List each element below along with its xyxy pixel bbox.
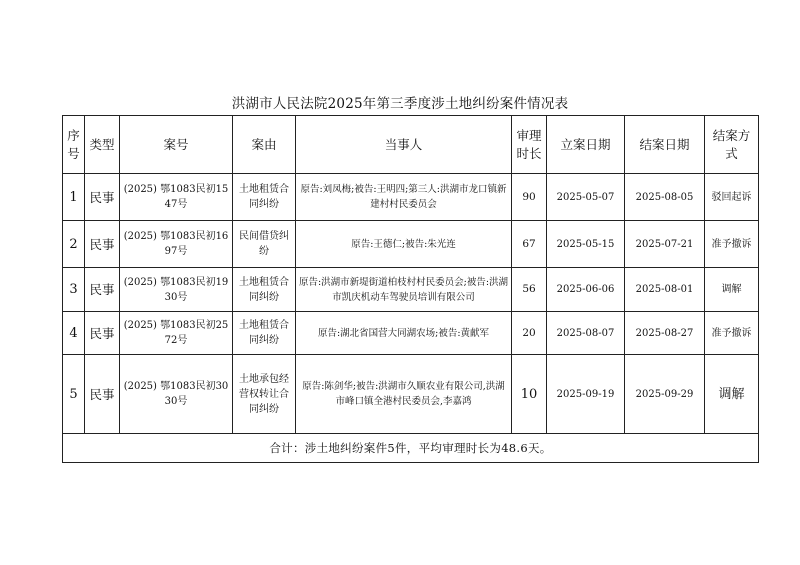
row-filed-date: 2025-05-07 bbox=[547, 174, 625, 221]
table-row bbox=[63, 221, 759, 268]
header-cause: 案由 bbox=[233, 116, 296, 174]
row-parties: 原告:湖北省国营大同湖农场;被告:黄献军 bbox=[296, 312, 512, 355]
row-closed-date: 2025-08-05 bbox=[625, 174, 705, 221]
row-duration: 10 bbox=[512, 355, 547, 434]
header-filed-date: 立案日期 bbox=[547, 116, 625, 174]
row-seq: 4 bbox=[63, 312, 85, 355]
row-closing-method: 调解 bbox=[705, 355, 759, 434]
row-filed-date: 2025-08-07 bbox=[547, 312, 625, 355]
row-type: 民事 bbox=[85, 312, 120, 355]
row-duration: 67 bbox=[512, 221, 547, 268]
row-case-no: (2025) 鄂1083民初2572号 bbox=[120, 312, 233, 355]
row-parties: 原告:王德仁;被告:朱光连 bbox=[296, 221, 512, 268]
row-closed-date: 2025-08-01 bbox=[625, 268, 705, 312]
row-type: 民事 bbox=[85, 355, 120, 434]
row-parties: 原告:刘凤梅;被告:王明四;第三人:洪湖市龙口镇新建村村民委员会 bbox=[296, 174, 512, 221]
page-title: 洪湖市人民法院2025年第三季度涉土地纠纷案件情况表 bbox=[231, 96, 569, 112]
header-closed-date: 结案日期 bbox=[625, 116, 705, 174]
header-seq: 序号 bbox=[63, 116, 85, 174]
row-cause: 土地租赁合同纠纷 bbox=[233, 312, 296, 355]
table-header-row bbox=[63, 116, 759, 174]
row-parties: 原告:洪湖市新堤街道柏枝村村民委员会;被告:洪湖市凯庆机动车驾驶员培训有限公司 bbox=[296, 268, 512, 312]
table-row bbox=[63, 174, 759, 221]
row-duration: 56 bbox=[512, 268, 547, 312]
row-closing-method: 准予撤诉 bbox=[705, 312, 759, 355]
row-closing-method: 准予撤诉 bbox=[705, 221, 759, 268]
row-closing-method: 驳回起诉 bbox=[705, 174, 759, 221]
case-table bbox=[62, 115, 759, 463]
row-filed-date: 2025-06-06 bbox=[547, 268, 625, 312]
header-case-no: 案号 bbox=[120, 116, 233, 174]
table-row bbox=[63, 355, 759, 434]
row-case-no: (2025) 鄂1083民初1930号 bbox=[120, 268, 233, 312]
row-cause: 民间借贷纠纷 bbox=[233, 221, 296, 268]
row-cause: 土地租赁合同纠纷 bbox=[233, 268, 296, 312]
row-duration: 20 bbox=[512, 312, 547, 355]
table-row bbox=[63, 312, 759, 355]
row-seq: 1 bbox=[63, 174, 85, 221]
row-cause: 土地租赁合同纠纷 bbox=[233, 174, 296, 221]
row-closed-date: 2025-07-21 bbox=[625, 221, 705, 268]
row-closed-date: 2025-09-29 bbox=[625, 355, 705, 434]
header-parties: 当事人 bbox=[296, 116, 512, 174]
header-closing-method: 结案方式 bbox=[705, 116, 759, 174]
summary-text: 合计：涉土地纠纷案件5件，平均审理时长为48.6天。 bbox=[63, 434, 759, 463]
table-row bbox=[63, 268, 759, 312]
row-case-no: (2025) 鄂1083民初3030号 bbox=[120, 355, 233, 434]
row-closing-method: 调解 bbox=[705, 268, 759, 312]
row-type: 民事 bbox=[85, 268, 120, 312]
row-case-no: (2025) 鄂1083民初1697号 bbox=[120, 221, 233, 268]
row-seq: 3 bbox=[63, 268, 85, 312]
row-type: 民事 bbox=[85, 221, 120, 268]
header-duration: 审理时长 bbox=[512, 116, 547, 174]
summary-row bbox=[63, 434, 759, 463]
row-type: 民事 bbox=[85, 174, 120, 221]
row-parties: 原告:陈剑华;被告:洪湖市久顺农业有限公司,洪湖市峰口镇全港村民委员会,李嘉鸿 bbox=[296, 355, 512, 434]
row-filed-date: 2025-09-19 bbox=[547, 355, 625, 434]
header-type: 类型 bbox=[85, 116, 120, 174]
row-closed-date: 2025-08-27 bbox=[625, 312, 705, 355]
row-case-no: (2025) 鄂1083民初1547号 bbox=[120, 174, 233, 221]
row-duration: 90 bbox=[512, 174, 547, 221]
row-seq: 2 bbox=[63, 221, 85, 268]
row-cause: 土地承包经营权转让合同纠纷 bbox=[233, 355, 296, 434]
row-seq: 5 bbox=[63, 355, 85, 434]
row-filed-date: 2025-05-15 bbox=[547, 221, 625, 268]
